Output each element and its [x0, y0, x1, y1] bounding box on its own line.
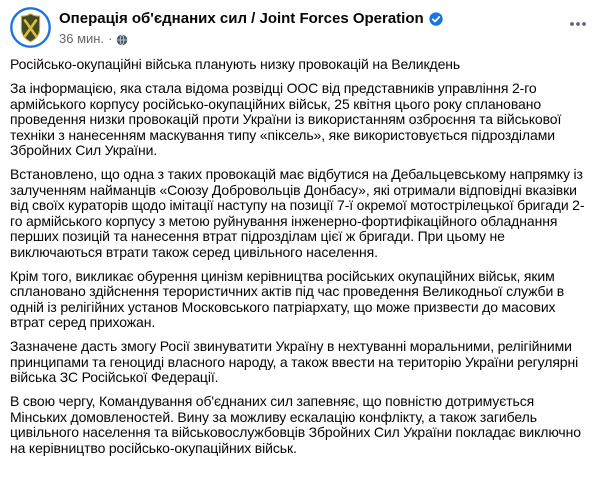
name-row — [59, 9, 443, 28]
verified-badge-icon — [429, 12, 443, 26]
page-name[interactable]: Операція об'єднаних сил / Joint Forces Operation — [59, 10, 424, 27]
post-paragraph: За інформацією, яка стала відома розвідці ООС від представників управління 2-го армійського корпусу російсько-окупаційних військ, 25 квітня цього року сплановано проведення низки провокацій проти України із використанням озброєння та військової техніки з нанесенням маскування типу «піксель», яке використовується підрозділами Збройних Сил України. — [10, 80, 562, 158]
globe-icon — [116, 34, 128, 46]
header-text — [59, 7, 443, 47]
post-meta — [59, 31, 443, 47]
post-paragraph: Крім того, викликає обурення цинізм керівництва російських окупаційних військ, яким сплановано здійснення терористичних актів під час проведення Великодньої служби в одній із релігійних установ Московського патріархату, що може призвести до масових втрат серед прихожан. — [10, 267, 565, 330]
post-paragraph: В свою чергу, Командування об'єднаних сил запевняє, що повністю дотримується Мінських домовленостей. Вину за можливу ескалацію конфлікту, а також загибель цивільного населення та військовослужбовців Збройних Сил України покладає виключно на керівництво російсько-окупаційних військ. — [10, 393, 581, 456]
jfo-shield-emblem-icon — [10, 7, 51, 48]
post-header — [0, 0, 606, 48]
post-paragraph: Зазначене дасть змогу Росії звинуватити Україну в нехтуванні моральними, релігійними принципами та геноциді власного народу, а також ввести на територію України регулярні війська ЗС Російської Федерації. — [10, 338, 579, 385]
avatar[interactable] — [10, 7, 51, 48]
post-text — [0, 48, 606, 456]
post-paragraph: Російсько-окупаційні війська планують низку провокацій на Великдень — [10, 56, 461, 72]
ellipsis-icon — [568, 14, 588, 39]
meta-separator: · — [108, 31, 113, 46]
post-paragraph: Встановлено, що одна з таких провокацій має відбутися на Дебальцевському напрямку із залученням найманців «Союзу Добровольців Донбасу», які отримали відповідні вказівки від своїх кураторів щодо імітації наступу на позиції 7-ї окремої мотострілецької бригади 2-го армійського корпусу з метою руйнування інженерно-фортифікаційного обладнання перших позицій та нанесення втрат підрозділам цієї ж бригади. При цьому не виключаються втрати також серед цивільного населення. — [10, 166, 585, 260]
timestamp[interactable]: 36 мин. — [59, 31, 105, 46]
post-menu-button[interactable] — [562, 14, 594, 38]
